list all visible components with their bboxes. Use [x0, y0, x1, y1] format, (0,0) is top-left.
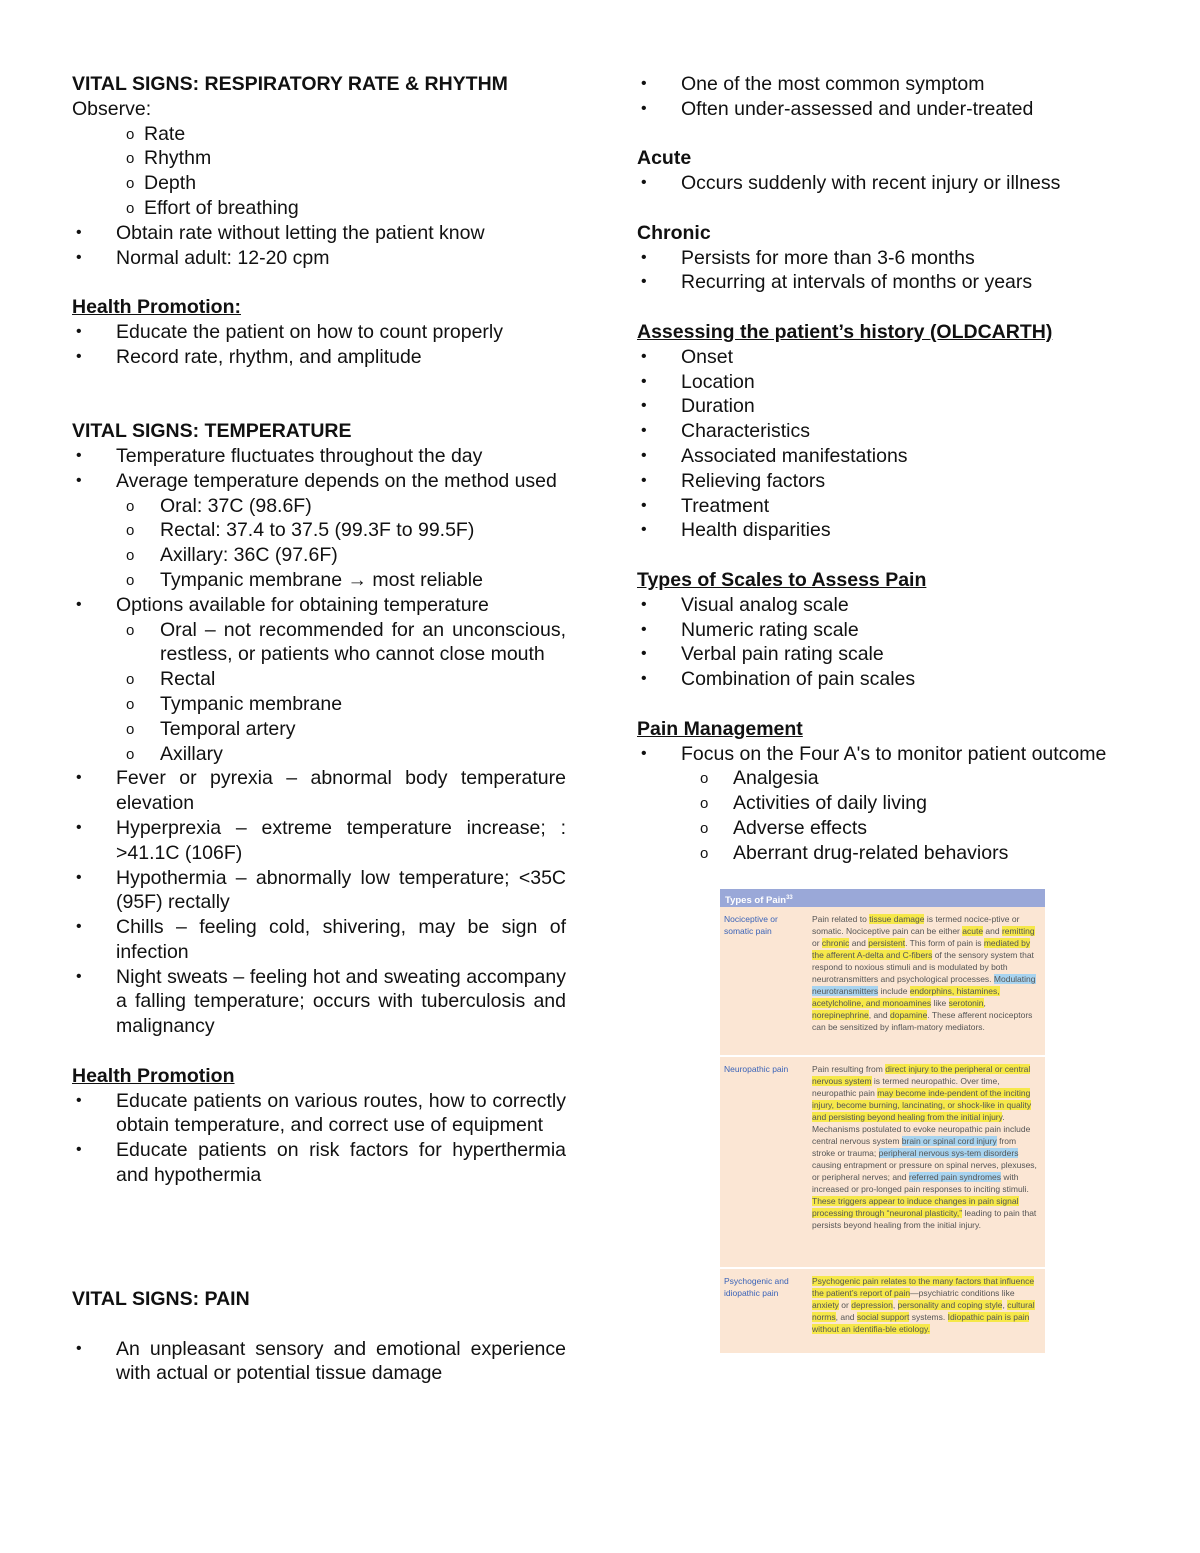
observe-list: [72, 122, 566, 221]
table-row: [720, 1057, 1045, 1269]
left-column: [72, 72, 566, 1386]
list-item: o Aberrant drug-related behaviors: [637, 841, 1131, 866]
list-item: • Numeric rating scale: [637, 618, 1131, 643]
highlighted-text: brain or spinal cord injury: [901, 1136, 997, 1146]
mgmt-list: [637, 742, 1131, 866]
highlighted-text: mediated by the afferent A-delta and C-fibers: [812, 938, 1031, 960]
list-item: • Temperature fluctuates throughout the day: [72, 444, 566, 469]
resp-health-promotion-title: Health Promotion:: [72, 296, 241, 319]
list-item: • Record rate, rhythm, and amplitude: [72, 345, 566, 370]
description-text: or: [838, 1300, 852, 1310]
pain-section-title: VITAL SIGNS: PAIN: [72, 1288, 250, 1311]
list-item: o Depth: [72, 171, 566, 196]
table-header: [720, 889, 1045, 907]
description-text: ,: [892, 1300, 898, 1310]
types-of-pain-table: [720, 889, 1045, 1355]
description-text: . This form of pain is: [905, 938, 984, 948]
row-category: Psychogenic and idiopathic pain: [724, 1276, 789, 1298]
acute-title: Acute: [637, 147, 692, 170]
description-text: include: [878, 986, 910, 996]
list-item: o Rate: [72, 122, 566, 147]
list-item: o Rectal: [72, 667, 566, 692]
highlighted-text: endorphins, histamines, acetylcholine, and monoamines: [812, 986, 1000, 1008]
list-item: • Health disparities: [637, 518, 1131, 543]
list-item: • Onset: [637, 345, 1131, 370]
scales-title: Types of Scales to Assess Pain: [637, 568, 927, 591]
description-text: Pain related to: [812, 914, 870, 924]
description-text: —psychiatric conditions like: [910, 1288, 1015, 1298]
mgmt-title: Pain Management: [637, 717, 803, 740]
list-item: • Fever or pyrexia – abnormal body temperature elevation: [72, 766, 566, 816]
resp-section-title: VITAL SIGNS: RESPIRATORY RATE & RHYTHM: [72, 73, 508, 95]
list-item: o Oral: 37C (98.6F): [72, 494, 566, 519]
highlighted-text: chronic: [821, 938, 850, 948]
list-item: • Associated manifestations: [637, 444, 1131, 469]
list-item: • Options available for obtaining temperature: [72, 593, 566, 618]
list-item: • Recurring at intervals of months or years: [637, 270, 1131, 295]
highlighted-text: serotonin: [948, 998, 984, 1008]
list-item: • Combination of pain scales: [637, 667, 1131, 692]
highlighted-text: These triggers appear to induce changes in pain signal processing through “neuronal plasticity,”: [812, 1196, 1019, 1218]
list-item: o Axillary: [72, 742, 566, 767]
row-description: [808, 1057, 1045, 1267]
list-item: • Focus on the Four A's to monitor patient outcome: [637, 742, 1131, 767]
highlighted-text: anxiety: [812, 1300, 839, 1310]
table-row: [720, 907, 1045, 1057]
list-item: • Hyperprexia – extreme temperature increase; : >41.1C (106F): [72, 816, 566, 866]
history-list: [637, 345, 1131, 543]
list-item: • Night sweats – feeling hot and sweating accompany a falling temperature; occurs with tuberculosis and malignancy: [72, 965, 566, 1039]
description-text: or: [812, 938, 822, 948]
highlighted-text: social support: [856, 1312, 910, 1322]
list-item: o Tympanic membrane: [72, 692, 566, 717]
description-text: is termed nocice-ptive or somatic. Nociceptive pain can be either: [812, 914, 1020, 936]
temp-bullets: [72, 444, 566, 1039]
list-item: • Location: [637, 370, 1131, 395]
list-item: • Average temperature depends on the method used: [72, 469, 566, 494]
resp-hp-bullets: [72, 320, 566, 370]
description-text: from stroke or trauma;: [812, 1136, 1017, 1158]
list-item: o Analgesia: [637, 766, 1131, 791]
description-text: , and: [868, 1010, 890, 1020]
list-item: • One of the most common symptom: [637, 72, 1131, 97]
acute-list: [637, 171, 1131, 196]
right-column: [637, 72, 1131, 866]
highlighted-text: remitting: [1001, 926, 1035, 936]
resp-bullets: [72, 221, 566, 271]
description-text: of the sensory system that respond to noxious stimuli and is modulated by both neurotransmitters and psychological processes.: [812, 950, 1034, 984]
table-row: [720, 1269, 1045, 1355]
description-text: and: [849, 938, 869, 948]
list-item: • Verbal pain rating scale: [637, 642, 1131, 667]
highlighted-text: dopamine: [890, 1010, 928, 1020]
temp-health-promotion-title: Health Promotion: [72, 1064, 235, 1087]
table-header-label: Types of Pain: [725, 895, 787, 907]
highlighted-text: cultural norms: [812, 1300, 1035, 1322]
list-item: • Chills – feeling cold, shivering, may be sign of infection: [72, 915, 566, 965]
list-item: o Tympanic membrane → most reliable: [72, 568, 566, 593]
list-item: • Treatment: [637, 494, 1131, 519]
scales-list: [637, 593, 1131, 692]
temp-hp-bullets: [72, 1089, 566, 1188]
list-item: o Axillary: 36C (97.6F): [72, 543, 566, 568]
table-header-sup: 33: [786, 895, 793, 901]
description-text: . Mechanisms postulated to evoke neuropathic pain include central nervous system: [812, 1112, 1031, 1146]
list-item: • Relieving factors: [637, 469, 1131, 494]
highlighted-text: acute: [962, 926, 984, 936]
highlighted-text: persistent: [868, 938, 906, 948]
list-item: • Characteristics: [637, 419, 1131, 444]
list-item: • Often under-assessed and under-treated: [637, 97, 1131, 122]
list-item: o Rhythm: [72, 146, 566, 171]
highlighted-text: referred pain syndromes: [908, 1172, 1002, 1182]
description-text: . These afferent nociceptors can be sensitized by inflam-matory mediators.: [812, 1010, 1033, 1032]
list-item: • Visual analog scale: [637, 593, 1131, 618]
highlighted-text: tissue damage: [869, 914, 925, 924]
description-text: leading to pain that persists beyond healing from the initial injury.: [812, 1208, 1037, 1230]
list-item: o Activities of daily living: [637, 791, 1131, 816]
row-description: [808, 1269, 1045, 1353]
highlighted-text: depression: [851, 1300, 893, 1310]
highlighted-text: Idiopathic pain is pain without an identifia-ble etiology.: [812, 1312, 1030, 1334]
observe-label: Observe:: [72, 97, 152, 120]
list-item: o Effort of breathing: [72, 196, 566, 221]
description-text: systems.: [909, 1312, 948, 1322]
history-title: Assessing the patient’s history (OLDCARTH): [637, 320, 1053, 343]
list-item: • Occurs suddenly with recent injury or illness: [637, 171, 1131, 196]
description-text: , and: [835, 1312, 857, 1322]
description-text: is termed neuropathic. Over time, neuropathic pain: [812, 1076, 1000, 1098]
description-text: and: [983, 926, 1002, 936]
highlighted-text: Modulating neurotransmitters: [812, 974, 1036, 996]
chronic-list: [637, 246, 1131, 296]
row-category: Neuropathic pain: [724, 1064, 789, 1074]
list-item: o Adverse effects: [637, 816, 1131, 841]
description-text: like: [931, 998, 949, 1008]
list-item: • Hypothermia – abnormally low temperature; <35C (95F) rectally: [72, 866, 566, 916]
chronic-title: Chronic: [637, 221, 711, 244]
list-item: • Normal adult: 12-20 cpm: [72, 246, 566, 271]
highlighted-text: Psychogenic pain relates to the many factors that influence the patient’s report of pain: [812, 1276, 1035, 1298]
list-item: o Oral – not recommended for an unconscious, restless, or patients who cannot close mouth: [72, 618, 566, 668]
description-text: ,: [1002, 1300, 1008, 1310]
list-item: • Duration: [637, 394, 1131, 419]
list-item: • An unpleasant sensory and emotional experience with actual or potential tissue damage: [72, 1337, 566, 1387]
list-item: • Educate the patient on how to count properly: [72, 320, 566, 345]
highlighted-text: personality and coping style: [897, 1300, 1003, 1310]
highlighted-text: may become inde-pendent of the inciting injury, become burning, lancinating, or shock-like in quality and persisting beyond healing from the initial injury: [812, 1088, 1032, 1122]
pain-intro-bullets: [637, 72, 1131, 122]
pain-bullets: [72, 1337, 566, 1387]
description-text: with increased or pro-longed pain responses to inciting stimuli.: [812, 1172, 1029, 1194]
list-item: o Rectal: 37.4 to 37.5 (99.3F to 99.5F): [72, 518, 566, 543]
highlighted-text: peripheral nervous sys-tem disorders: [878, 1148, 1019, 1158]
list-item: • Persists for more than 3-6 months: [637, 246, 1131, 271]
row-category: Nociceptive or somatic pain: [724, 914, 778, 936]
row-description: [808, 907, 1045, 1055]
list-item: • Obtain rate without letting the patient know: [72, 221, 566, 246]
temp-section-title: VITAL SIGNS: TEMPERATURE: [72, 420, 352, 443]
description-text: causing entrapment or pressure on spinal nerves, plexuses, or peripheral nerves; and: [812, 1160, 1037, 1182]
list-item: • Educate patients on risk factors for hyperthermia and hypothermia: [72, 1138, 566, 1188]
highlighted-text: norepinephrine: [812, 1010, 869, 1020]
highlighted-text: direct injury to the peripheral or central nervous system: [812, 1064, 1031, 1086]
description-text: ,: [983, 998, 986, 1008]
list-item: • Educate patients on various routes, how to correctly obtain temperature, and correct use of equipment: [72, 1089, 566, 1139]
description-text: Pain resulting from: [812, 1064, 886, 1074]
list-item: o Temporal artery: [72, 717, 566, 742]
